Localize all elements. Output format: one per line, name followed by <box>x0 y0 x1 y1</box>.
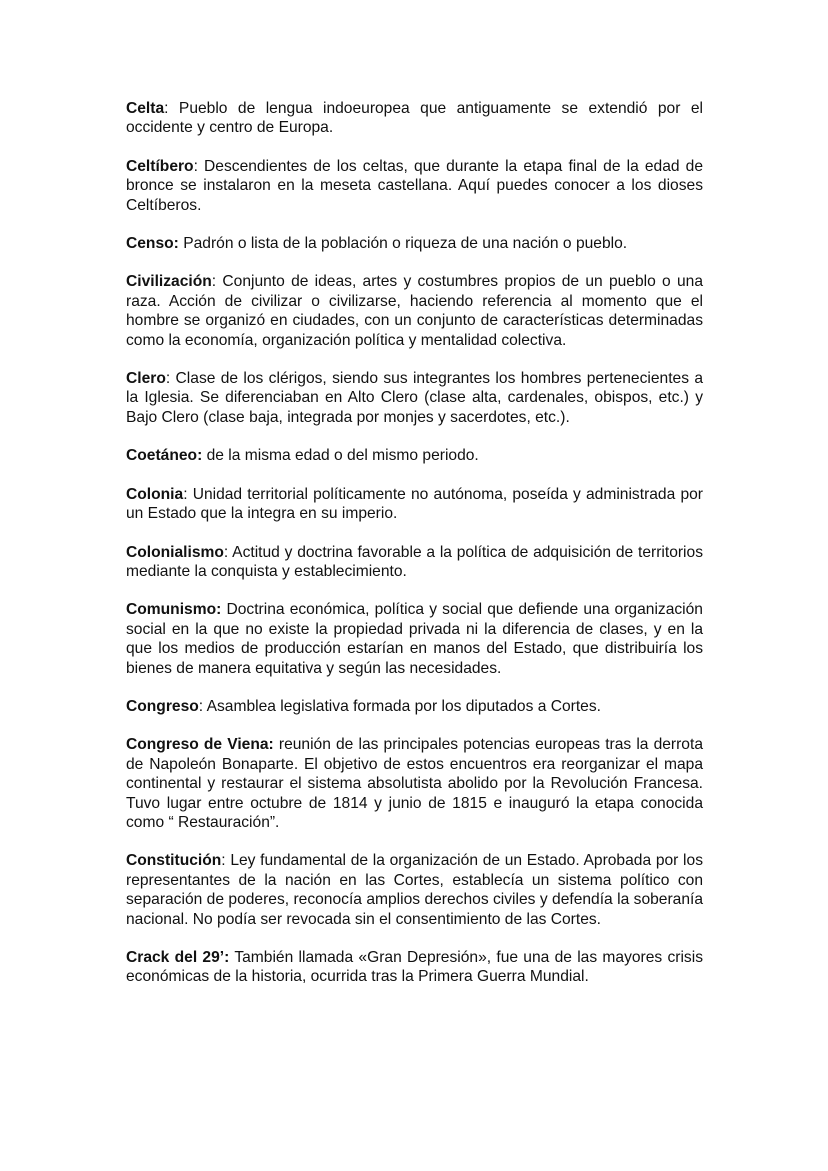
entry-definition: También llamada «Gran Depresión», fue una de las mayores crisis económicas de la historia, ocurrida tras la Primera Guerra Mundial. <box>126 949 703 986</box>
entry-definition: Conjunto de ideas, artes y costumbres propios de un pueblo o una raza. Acción de civilizar o civilizarse, haciendo referencia al momento que el hombre se organizó en ciudades, con un conjunto de características determinadas como la economía, organización política y mentalidad colectiva. <box>126 273 703 349</box>
glossary-entry-coetaneo <box>126 446 703 465</box>
entry-definition: Actitud y doctrina favorable a la política de adquisición de territorios mediante la conquista y establecimiento. <box>126 543 703 580</box>
entry-term: Coetáneo: <box>126 447 203 465</box>
entry-term: Colonia <box>126 485 184 503</box>
glossary-entry-colonia <box>126 485 703 524</box>
entry-separator: : <box>198 697 207 715</box>
glossary-entry-crack-del-29 <box>126 948 703 987</box>
entry-term: Celta <box>126 100 165 117</box>
glossary-entry-celta <box>126 99 703 138</box>
entry-definition: Asamblea legislativa formada por los diputados a Cortes. <box>206 697 601 715</box>
entry-definition: Padrón o lista de la población o riqueza de una nación o pueblo. <box>183 235 628 253</box>
entry-definition: de la misma edad o del mismo periodo. <box>206 447 479 465</box>
entry-term: Crack del 29’: <box>126 949 230 966</box>
entry-term: Civilización <box>126 273 212 291</box>
glossary-entry-celtibero <box>126 157 703 215</box>
entry-separator: : <box>223 543 233 561</box>
entry-separator: : <box>221 852 231 870</box>
glossary-entry-constitucion <box>126 851 703 929</box>
glossary-entry-congreso-de-viena <box>126 735 703 832</box>
entry-term: Comunismo: <box>126 601 222 619</box>
entry-separator: : <box>164 100 179 117</box>
entry-term: Clero <box>126 370 166 388</box>
entry-definition: Clase de los clérigos, siendo sus integrantes los hombres pertenecientes a la Iglesia. Se diferenciaban en Alto Clero (clase alta, cardenales, obispos, etc.) y Bajo Clero (clase baja, integrada por monjes y sacerdotes, etc.). <box>126 370 703 426</box>
entry-term: Congreso <box>126 697 199 715</box>
entry-definition: reunión de las principales potencias europeas tras la derrota de Napoleón Bonaparte. El objetivo de estos encuentros era reorganizar el mapa continental y restaurar el sistema absolutista abolido por la Revolución Francesa. Tuvo lugar entre octubre de 1814 y junio de 1815 e inauguró la etapa conocida como “ Restauración”. <box>126 736 703 831</box>
entry-separator: : <box>211 273 223 291</box>
glossary-entry-colonialismo <box>126 543 703 582</box>
entry-term: Celtíbero <box>126 157 194 175</box>
entry-term: Constitución <box>126 852 222 870</box>
entry-separator: : <box>165 370 176 388</box>
glossary-entry-congreso <box>126 697 703 716</box>
glossary-entry-censo <box>126 234 703 253</box>
glossary-page <box>126 99 703 1006</box>
entry-separator: : <box>193 157 205 175</box>
entry-definition: Descendientes de los celtas, que durante la etapa final de la edad de bronce se instalaron en la meseta castellana. Aquí puedes conocer a los dioses Celtíberos. <box>126 157 704 214</box>
entry-term: Congreso de Viena: <box>126 736 274 754</box>
entry-definition: Unidad territorial políticamente no autónoma, poseída y administrada por un Estado que la integra en su imperio. <box>126 485 703 523</box>
glossary-entry-civilizacion <box>126 272 703 350</box>
glossary-entry-clero <box>126 369 703 427</box>
entry-definition: Doctrina económica, política y social que defiende una organización social en la que no existe la propiedad privada ni la diferencia de clases, y en la que los medios de producción estarían en manos del Estado, que distribuiría los bienes de manera equitativa y según las necesidades. <box>126 601 703 677</box>
entry-definition: Pueblo de lengua indoeuropea que antiguamente se extendió por el occidente y centro de Europa. <box>126 100 703 137</box>
entry-definition: Ley fundamental de la organización de un Estado. Aprobada por los representantes de la nación en las Cortes, establecía un sistema político con separación de poderes, reconocía amplios derechos civiles y defendía la soberanía nacional. No podía ser revocada sin el consentimiento de las Cortes. <box>126 852 703 928</box>
entry-term: Censo: <box>126 235 179 253</box>
entry-term: Colonialismo <box>126 543 224 561</box>
glossary-entry-comunismo <box>126 600 703 678</box>
entry-separator: : <box>183 485 193 503</box>
